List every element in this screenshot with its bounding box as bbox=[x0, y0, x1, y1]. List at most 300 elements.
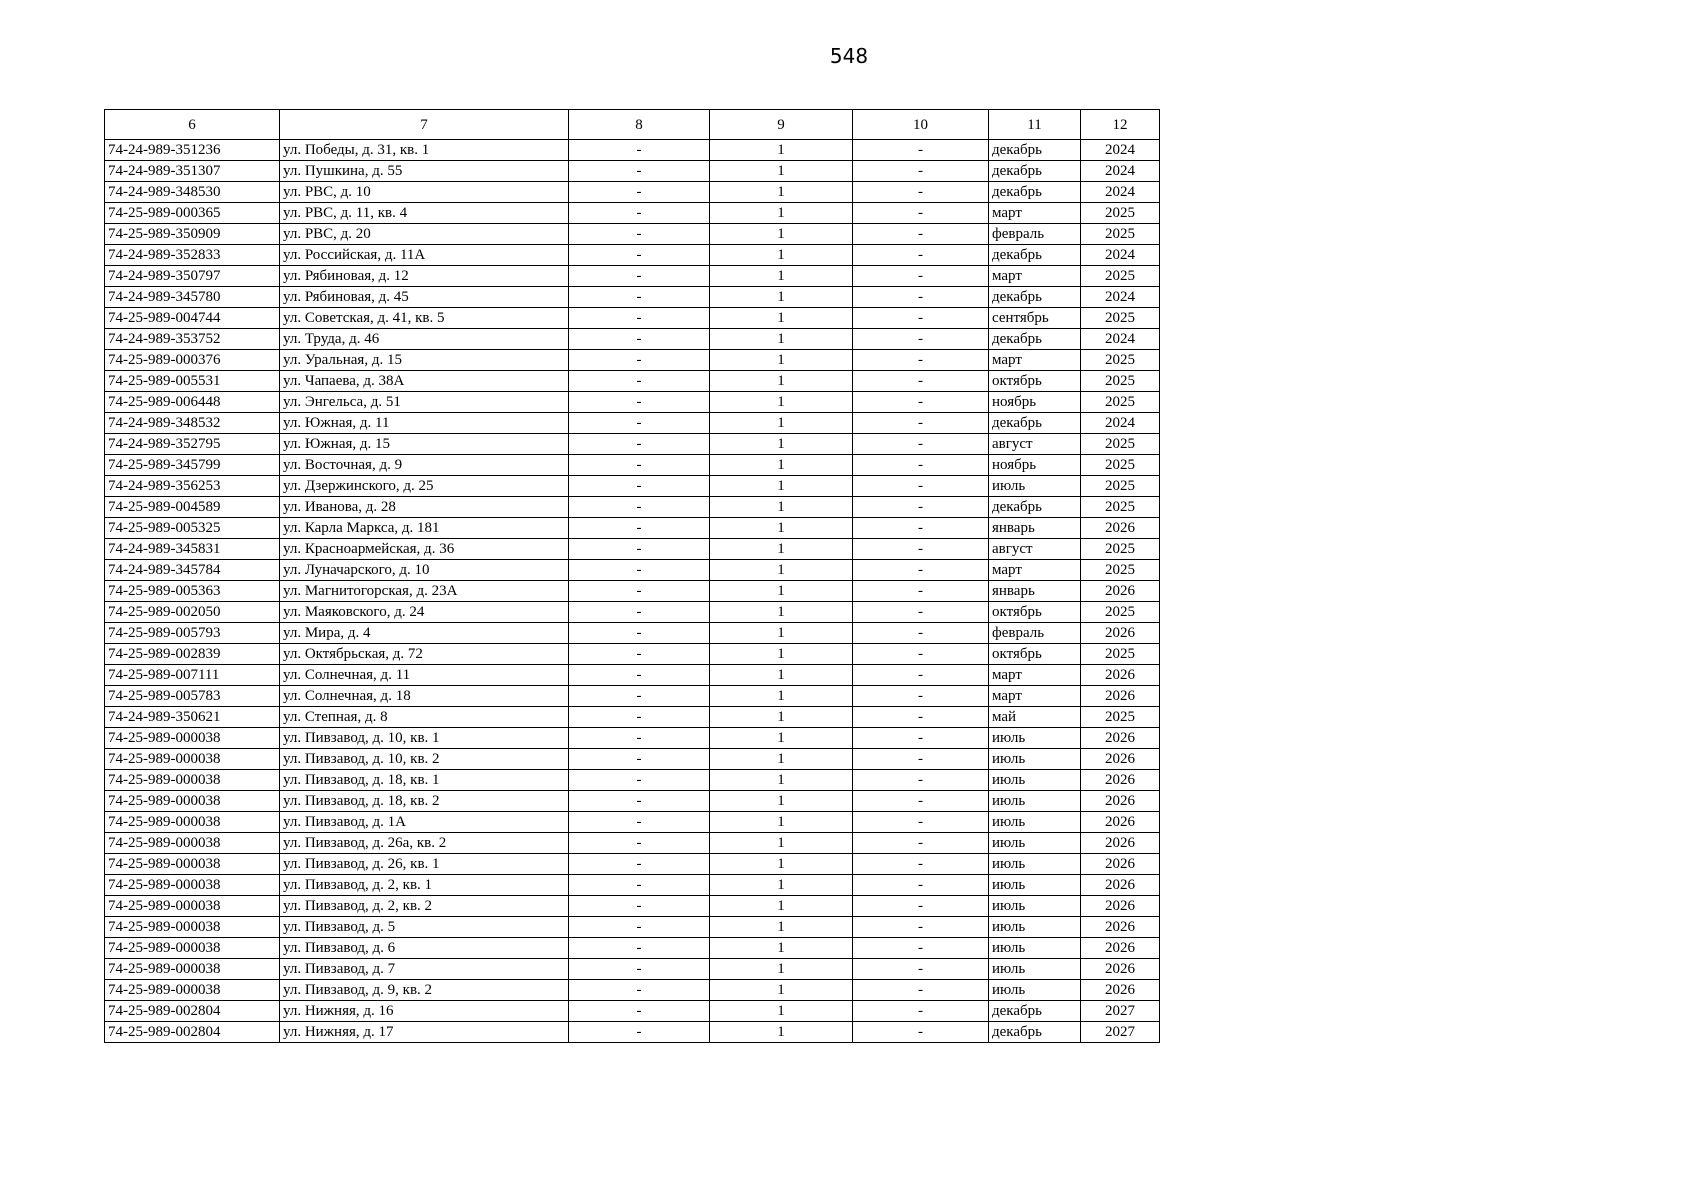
month-cell: июль bbox=[989, 728, 1081, 749]
month-cell: декабрь bbox=[989, 329, 1081, 350]
address-cell: ул. Мира, д. 4 bbox=[280, 623, 569, 644]
col-8-cell: - bbox=[569, 644, 710, 665]
cadastral-number-cell: 74-25-989-006448 bbox=[105, 392, 280, 413]
table-row bbox=[105, 308, 1160, 329]
col-10-cell: - bbox=[853, 413, 989, 434]
month-cell: июль bbox=[989, 749, 1081, 770]
address-cell: ул. Пивзавод, д. 10, кв. 1 bbox=[280, 728, 569, 749]
col-10-cell: - bbox=[853, 602, 989, 623]
table-body bbox=[105, 140, 1160, 1043]
address-cell: ул. Нижняя, д. 17 bbox=[280, 1022, 569, 1043]
month-cell: март bbox=[989, 665, 1081, 686]
col-8-cell: - bbox=[569, 896, 710, 917]
table-row bbox=[105, 707, 1160, 728]
month-cell: декабрь bbox=[989, 287, 1081, 308]
column-header: 7 bbox=[280, 110, 569, 140]
month-cell: декабрь bbox=[989, 161, 1081, 182]
month-cell: июль bbox=[989, 812, 1081, 833]
col-10-cell: - bbox=[853, 476, 989, 497]
month-cell: август bbox=[989, 539, 1081, 560]
year-cell: 2026 bbox=[1081, 686, 1160, 707]
col-10-cell: - bbox=[853, 266, 989, 287]
col-8-cell: - bbox=[569, 245, 710, 266]
table-row bbox=[105, 854, 1160, 875]
year-cell: 2025 bbox=[1081, 602, 1160, 623]
col-8-cell: - bbox=[569, 1001, 710, 1022]
year-cell: 2026 bbox=[1081, 581, 1160, 602]
table-row bbox=[105, 686, 1160, 707]
cadastral-number-cell: 74-24-989-351236 bbox=[105, 140, 280, 161]
col-9-cell: 1 bbox=[710, 350, 853, 371]
address-cell: ул. Иванова, д. 28 bbox=[280, 497, 569, 518]
year-cell: 2026 bbox=[1081, 980, 1160, 1001]
cadastral-number-cell: 74-24-989-350797 bbox=[105, 266, 280, 287]
address-cell: ул. Российская, д. 11А bbox=[280, 245, 569, 266]
col-9-cell: 1 bbox=[710, 413, 853, 434]
col-10-cell: - bbox=[853, 665, 989, 686]
col-8-cell: - bbox=[569, 1022, 710, 1043]
table-row bbox=[105, 959, 1160, 980]
month-cell: март bbox=[989, 203, 1081, 224]
col-8-cell: - bbox=[569, 350, 710, 371]
col-9-cell: 1 bbox=[710, 560, 853, 581]
col-10-cell: - bbox=[853, 980, 989, 1001]
cadastral-number-cell: 74-25-989-005531 bbox=[105, 371, 280, 392]
table-row bbox=[105, 518, 1160, 539]
col-9-cell: 1 bbox=[710, 266, 853, 287]
col-9-cell: 1 bbox=[710, 770, 853, 791]
col-10-cell: - bbox=[853, 497, 989, 518]
col-9-cell: 1 bbox=[710, 623, 853, 644]
year-cell: 2025 bbox=[1081, 644, 1160, 665]
month-cell: сентябрь bbox=[989, 308, 1081, 329]
cadastral-number-cell: 74-25-989-005783 bbox=[105, 686, 280, 707]
table-row bbox=[105, 875, 1160, 896]
year-cell: 2025 bbox=[1081, 497, 1160, 518]
cadastral-number-cell: 74-24-989-348532 bbox=[105, 413, 280, 434]
column-header: 10 bbox=[853, 110, 989, 140]
col-9-cell: 1 bbox=[710, 455, 853, 476]
year-cell: 2027 bbox=[1081, 1022, 1160, 1043]
table-row bbox=[105, 350, 1160, 371]
address-cell: ул. Солнечная, д. 18 bbox=[280, 686, 569, 707]
col-10-cell: - bbox=[853, 455, 989, 476]
year-cell: 2024 bbox=[1081, 140, 1160, 161]
table-row bbox=[105, 371, 1160, 392]
col-10-cell: - bbox=[853, 854, 989, 875]
col-10-cell: - bbox=[853, 728, 989, 749]
address-cell: ул. Красноармейская, д. 36 bbox=[280, 539, 569, 560]
year-cell: 2026 bbox=[1081, 875, 1160, 896]
table-row bbox=[105, 1001, 1160, 1022]
col-8-cell: - bbox=[569, 497, 710, 518]
cadastral-number-cell: 74-24-989-356253 bbox=[105, 476, 280, 497]
table-row bbox=[105, 728, 1160, 749]
col-10-cell: - bbox=[853, 161, 989, 182]
col-10-cell: - bbox=[853, 686, 989, 707]
col-10-cell: - bbox=[853, 959, 989, 980]
col-9-cell: 1 bbox=[710, 980, 853, 1001]
month-cell: декабрь bbox=[989, 245, 1081, 266]
col-9-cell: 1 bbox=[710, 854, 853, 875]
year-cell: 2026 bbox=[1081, 896, 1160, 917]
cadastral-number-cell: 74-25-989-345799 bbox=[105, 455, 280, 476]
cadastral-number-cell: 74-25-989-002804 bbox=[105, 1022, 280, 1043]
column-header: 8 bbox=[569, 110, 710, 140]
month-cell: октябрь bbox=[989, 602, 1081, 623]
table-row bbox=[105, 812, 1160, 833]
address-cell: ул. Пивзавод, д. 2, кв. 2 bbox=[280, 896, 569, 917]
col-10-cell: - bbox=[853, 770, 989, 791]
cadastral-number-cell: 74-25-989-000038 bbox=[105, 959, 280, 980]
address-cell: ул. Советская, д. 41, кв. 5 bbox=[280, 308, 569, 329]
col-8-cell: - bbox=[569, 560, 710, 581]
year-cell: 2026 bbox=[1081, 518, 1160, 539]
cadastral-number-cell: 74-24-989-345831 bbox=[105, 539, 280, 560]
address-cell: ул. Пивзавод, д. 7 bbox=[280, 959, 569, 980]
cadastral-number-cell: 74-25-989-005793 bbox=[105, 623, 280, 644]
year-cell: 2025 bbox=[1081, 392, 1160, 413]
column-header: 9 bbox=[710, 110, 853, 140]
table-row bbox=[105, 140, 1160, 161]
cadastral-number-cell: 74-25-989-000038 bbox=[105, 938, 280, 959]
cadastral-number-cell: 74-25-989-000376 bbox=[105, 350, 280, 371]
cadastral-number-cell: 74-25-989-005325 bbox=[105, 518, 280, 539]
year-cell: 2025 bbox=[1081, 224, 1160, 245]
col-9-cell: 1 bbox=[710, 497, 853, 518]
year-cell: 2027 bbox=[1081, 1001, 1160, 1022]
year-cell: 2024 bbox=[1081, 287, 1160, 308]
col-8-cell: - bbox=[569, 224, 710, 245]
col-10-cell: - bbox=[853, 644, 989, 665]
table-row bbox=[105, 329, 1160, 350]
col-9-cell: 1 bbox=[710, 581, 853, 602]
year-cell: 2026 bbox=[1081, 938, 1160, 959]
month-cell: декабрь bbox=[989, 182, 1081, 203]
col-9-cell: 1 bbox=[710, 224, 853, 245]
cadastral-number-cell: 74-25-989-000365 bbox=[105, 203, 280, 224]
col-10-cell: - bbox=[853, 1001, 989, 1022]
table-row bbox=[105, 602, 1160, 623]
col-10-cell: - bbox=[853, 350, 989, 371]
cadastral-number-cell: 74-24-989-348530 bbox=[105, 182, 280, 203]
col-10-cell: - bbox=[853, 581, 989, 602]
year-cell: 2026 bbox=[1081, 749, 1160, 770]
cadastral-number-cell: 74-25-989-005363 bbox=[105, 581, 280, 602]
month-cell: январь bbox=[989, 518, 1081, 539]
month-cell: декабрь bbox=[989, 1001, 1081, 1022]
col-9-cell: 1 bbox=[710, 245, 853, 266]
col-9-cell: 1 bbox=[710, 875, 853, 896]
address-cell: ул. Труда, д. 46 bbox=[280, 329, 569, 350]
month-cell: февраль bbox=[989, 623, 1081, 644]
cadastral-number-cell: 74-25-989-000038 bbox=[105, 917, 280, 938]
cadastral-number-cell: 74-25-989-000038 bbox=[105, 749, 280, 770]
year-cell: 2025 bbox=[1081, 350, 1160, 371]
cadastral-number-cell: 74-25-989-000038 bbox=[105, 791, 280, 812]
col-8-cell: - bbox=[569, 602, 710, 623]
address-cell: ул. Солнечная, д. 11 bbox=[280, 665, 569, 686]
col-9-cell: 1 bbox=[710, 896, 853, 917]
col-9-cell: 1 bbox=[710, 287, 853, 308]
address-cell: ул. Пивзавод, д. 26а, кв. 2 bbox=[280, 833, 569, 854]
table-row bbox=[105, 791, 1160, 812]
month-cell: октябрь bbox=[989, 371, 1081, 392]
col-8-cell: - bbox=[569, 434, 710, 455]
table-row bbox=[105, 266, 1160, 287]
table-row bbox=[105, 245, 1160, 266]
month-cell: июль bbox=[989, 980, 1081, 1001]
year-cell: 2025 bbox=[1081, 476, 1160, 497]
col-9-cell: 1 bbox=[710, 434, 853, 455]
col-8-cell: - bbox=[569, 980, 710, 1001]
col-8-cell: - bbox=[569, 392, 710, 413]
address-cell: ул. Степная, д. 8 bbox=[280, 707, 569, 728]
cadastral-number-cell: 74-24-989-350621 bbox=[105, 707, 280, 728]
year-cell: 2026 bbox=[1081, 665, 1160, 686]
cadastral-number-cell: 74-25-989-002839 bbox=[105, 644, 280, 665]
col-9-cell: 1 bbox=[710, 602, 853, 623]
address-cell: ул. Пивзавод, д. 1А bbox=[280, 812, 569, 833]
year-cell: 2026 bbox=[1081, 791, 1160, 812]
address-cell: ул. Маяковского, д. 24 bbox=[280, 602, 569, 623]
month-cell: декабрь bbox=[989, 413, 1081, 434]
col-10-cell: - bbox=[853, 140, 989, 161]
col-9-cell: 1 bbox=[710, 812, 853, 833]
col-8-cell: - bbox=[569, 686, 710, 707]
table-row bbox=[105, 224, 1160, 245]
col-8-cell: - bbox=[569, 854, 710, 875]
table-row bbox=[105, 539, 1160, 560]
registry-table bbox=[104, 109, 1160, 1043]
col-10-cell: - bbox=[853, 308, 989, 329]
col-9-cell: 1 bbox=[710, 749, 853, 770]
table-row bbox=[105, 560, 1160, 581]
table-row bbox=[105, 161, 1160, 182]
table-row bbox=[105, 938, 1160, 959]
cadastral-number-cell: 74-24-989-353752 bbox=[105, 329, 280, 350]
col-9-cell: 1 bbox=[710, 938, 853, 959]
col-10-cell: - bbox=[853, 1022, 989, 1043]
col-9-cell: 1 bbox=[710, 182, 853, 203]
table-row bbox=[105, 203, 1160, 224]
month-cell: октябрь bbox=[989, 644, 1081, 665]
col-9-cell: 1 bbox=[710, 539, 853, 560]
col-9-cell: 1 bbox=[710, 917, 853, 938]
year-cell: 2026 bbox=[1081, 812, 1160, 833]
address-cell: ул. РВС, д. 10 bbox=[280, 182, 569, 203]
table-row bbox=[105, 413, 1160, 434]
header-row bbox=[105, 110, 1160, 140]
year-cell: 2026 bbox=[1081, 770, 1160, 791]
col-9-cell: 1 bbox=[710, 518, 853, 539]
col-10-cell: - bbox=[853, 896, 989, 917]
year-cell: 2025 bbox=[1081, 434, 1160, 455]
year-cell: 2025 bbox=[1081, 455, 1160, 476]
col-8-cell: - bbox=[569, 371, 710, 392]
year-cell: 2025 bbox=[1081, 266, 1160, 287]
table-row bbox=[105, 434, 1160, 455]
year-cell: 2024 bbox=[1081, 182, 1160, 203]
table-row bbox=[105, 749, 1160, 770]
col-9-cell: 1 bbox=[710, 329, 853, 350]
month-cell: январь bbox=[989, 581, 1081, 602]
col-10-cell: - bbox=[853, 224, 989, 245]
address-cell: ул. Магнитогорская, д. 23А bbox=[280, 581, 569, 602]
col-8-cell: - bbox=[569, 791, 710, 812]
cadastral-number-cell: 74-25-989-007111 bbox=[105, 665, 280, 686]
col-9-cell: 1 bbox=[710, 1001, 853, 1022]
year-cell: 2025 bbox=[1081, 707, 1160, 728]
col-8-cell: - bbox=[569, 833, 710, 854]
col-8-cell: - bbox=[569, 917, 710, 938]
col-9-cell: 1 bbox=[710, 644, 853, 665]
address-cell: ул. Луначарского, д. 10 bbox=[280, 560, 569, 581]
cadastral-number-cell: 74-25-989-000038 bbox=[105, 728, 280, 749]
month-cell: июль bbox=[989, 791, 1081, 812]
table-row bbox=[105, 287, 1160, 308]
cadastral-number-cell: 74-24-989-352795 bbox=[105, 434, 280, 455]
col-10-cell: - bbox=[853, 560, 989, 581]
col-8-cell: - bbox=[569, 266, 710, 287]
col-8-cell: - bbox=[569, 938, 710, 959]
year-cell: 2025 bbox=[1081, 203, 1160, 224]
cadastral-number-cell: 74-25-989-000038 bbox=[105, 875, 280, 896]
month-cell: март bbox=[989, 560, 1081, 581]
cadastral-number-cell: 74-25-989-000038 bbox=[105, 812, 280, 833]
cadastral-number-cell: 74-24-989-351307 bbox=[105, 161, 280, 182]
table-row bbox=[105, 896, 1160, 917]
month-cell: июль bbox=[989, 833, 1081, 854]
col-9-cell: 1 bbox=[710, 686, 853, 707]
col-8-cell: - bbox=[569, 413, 710, 434]
address-cell: ул. Южная, д. 11 bbox=[280, 413, 569, 434]
month-cell: июль bbox=[989, 476, 1081, 497]
cadastral-number-cell: 74-24-989-345780 bbox=[105, 287, 280, 308]
col-10-cell: - bbox=[853, 245, 989, 266]
col-10-cell: - bbox=[853, 203, 989, 224]
col-8-cell: - bbox=[569, 476, 710, 497]
col-9-cell: 1 bbox=[710, 707, 853, 728]
page-number: 548 bbox=[829, 44, 869, 68]
col-10-cell: - bbox=[853, 392, 989, 413]
address-cell: ул. Восточная, д. 9 bbox=[280, 455, 569, 476]
table-row bbox=[105, 1022, 1160, 1043]
col-10-cell: - bbox=[853, 875, 989, 896]
year-cell: 2024 bbox=[1081, 245, 1160, 266]
table-row bbox=[105, 980, 1160, 1001]
address-cell: ул. Пивзавод, д. 18, кв. 1 bbox=[280, 770, 569, 791]
month-cell: июль bbox=[989, 959, 1081, 980]
col-8-cell: - bbox=[569, 875, 710, 896]
col-9-cell: 1 bbox=[710, 728, 853, 749]
col-10-cell: - bbox=[853, 329, 989, 350]
col-8-cell: - bbox=[569, 812, 710, 833]
col-10-cell: - bbox=[853, 539, 989, 560]
address-cell: ул. Рябиновая, д. 45 bbox=[280, 287, 569, 308]
month-cell: июль bbox=[989, 875, 1081, 896]
cadastral-number-cell: 74-25-989-350909 bbox=[105, 224, 280, 245]
month-cell: июль bbox=[989, 896, 1081, 917]
month-cell: декабрь bbox=[989, 497, 1081, 518]
col-8-cell: - bbox=[569, 455, 710, 476]
address-cell: ул. Пивзавод, д. 26, кв. 1 bbox=[280, 854, 569, 875]
year-cell: 2026 bbox=[1081, 959, 1160, 980]
month-cell: февраль bbox=[989, 224, 1081, 245]
year-cell: 2024 bbox=[1081, 161, 1160, 182]
cadastral-number-cell: 74-25-989-000038 bbox=[105, 854, 280, 875]
address-cell: ул. Южная, д. 15 bbox=[280, 434, 569, 455]
address-cell: ул. Нижняя, д. 16 bbox=[280, 1001, 569, 1022]
table-row bbox=[105, 497, 1160, 518]
column-header: 12 bbox=[1081, 110, 1160, 140]
col-8-cell: - bbox=[569, 140, 710, 161]
col-8-cell: - bbox=[569, 518, 710, 539]
year-cell: 2025 bbox=[1081, 308, 1160, 329]
address-cell: ул. Пивзавод, д. 10, кв. 2 bbox=[280, 749, 569, 770]
col-10-cell: - bbox=[853, 434, 989, 455]
cadastral-number-cell: 74-25-989-000038 bbox=[105, 980, 280, 1001]
cadastral-number-cell: 74-24-989-345784 bbox=[105, 560, 280, 581]
address-cell: ул. Октябрьская, д. 72 bbox=[280, 644, 569, 665]
year-cell: 2024 bbox=[1081, 413, 1160, 434]
table-row bbox=[105, 581, 1160, 602]
col-9-cell: 1 bbox=[710, 1022, 853, 1043]
year-cell: 2026 bbox=[1081, 623, 1160, 644]
table-row bbox=[105, 623, 1160, 644]
address-cell: ул. Чапаева, д. 38А bbox=[280, 371, 569, 392]
col-9-cell: 1 bbox=[710, 371, 853, 392]
table-row bbox=[105, 476, 1160, 497]
table-row bbox=[105, 455, 1160, 476]
col-8-cell: - bbox=[569, 329, 710, 350]
month-cell: декабрь bbox=[989, 140, 1081, 161]
address-cell: ул. Пивзавод, д. 6 bbox=[280, 938, 569, 959]
month-cell: март bbox=[989, 266, 1081, 287]
col-8-cell: - bbox=[569, 749, 710, 770]
month-cell: декабрь bbox=[989, 1022, 1081, 1043]
col-9-cell: 1 bbox=[710, 392, 853, 413]
year-cell: 2026 bbox=[1081, 917, 1160, 938]
col-9-cell: 1 bbox=[710, 308, 853, 329]
col-10-cell: - bbox=[853, 287, 989, 308]
address-cell: ул. Дзержинского, д. 25 bbox=[280, 476, 569, 497]
month-cell: март bbox=[989, 686, 1081, 707]
month-cell: март bbox=[989, 350, 1081, 371]
col-8-cell: - bbox=[569, 623, 710, 644]
table-row bbox=[105, 770, 1160, 791]
year-cell: 2025 bbox=[1081, 539, 1160, 560]
col-8-cell: - bbox=[569, 728, 710, 749]
col-10-cell: - bbox=[853, 938, 989, 959]
col-10-cell: - bbox=[853, 812, 989, 833]
address-cell: ул. Рябиновая, д. 12 bbox=[280, 266, 569, 287]
table-row bbox=[105, 644, 1160, 665]
col-10-cell: - bbox=[853, 749, 989, 770]
month-cell: июль bbox=[989, 917, 1081, 938]
col-8-cell: - bbox=[569, 182, 710, 203]
address-cell: ул. РВС, д. 11, кв. 4 bbox=[280, 203, 569, 224]
cadastral-number-cell: 74-25-989-002050 bbox=[105, 602, 280, 623]
address-cell: ул. Пушкина, д. 55 bbox=[280, 161, 569, 182]
col-10-cell: - bbox=[853, 707, 989, 728]
address-cell: ул. Энгельса, д. 51 bbox=[280, 392, 569, 413]
year-cell: 2025 bbox=[1081, 371, 1160, 392]
col-9-cell: 1 bbox=[710, 833, 853, 854]
col-10-cell: - bbox=[853, 623, 989, 644]
col-8-cell: - bbox=[569, 581, 710, 602]
month-cell: июль bbox=[989, 854, 1081, 875]
